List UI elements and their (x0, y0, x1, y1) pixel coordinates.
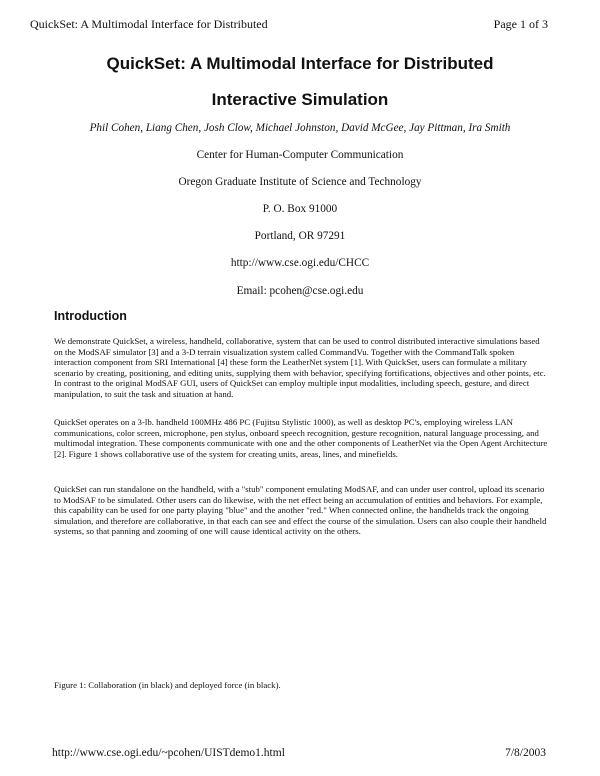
header-page-info: Page 1 of 3 (493, 17, 548, 31)
footer-date: 7/8/2003 (505, 747, 546, 759)
affiliation-url: http://www.cse.ogi.edu/CHCC (230, 257, 370, 269)
affiliation-email: Email: pcohen@cse.ogi.edu (236, 285, 364, 297)
affiliation-institute: Oregon Graduate Institute of Science and Technology (178, 176, 422, 188)
intro-paragraph: We demonstrate QuickSet, a wireless, handheld, collaborative, system that can be used to control distributed interactive simulations based on the ModSAF simulator [3] and a 3-D terrain visualization system called CommandVu. Together with the CommandTalk spoken interaction component from SRI International [4] these form the LeatherNet system [1]. With QuickSet, users can formulate a military scenario by creating, positioning, and editing units, supplying them with behavior, specifying fortifications, objectives and other points, etc. In contrast to the original ModSAF GUI, users of QuickSet can employ multiple input modalities, including speech, gesture, and direct manipulation, to suit the task and situation at hand. (54, 336, 546, 399)
paper-title-line-1: QuickSet: A Multimodal Interface for Distributed (106, 54, 494, 73)
author-list: Phil Cohen, Liang Chen, Josh Clow, Michael Johnston, David McGee, Jay Pittman, Ira Smith (89, 122, 511, 134)
intro-paragraph: QuickSet can run standalone on the handheld, with a "stub" component emulating ModSAF, and can under user control, upload its scenario to ModSAF to be simulated. Other users can do likewise, with the net effect being an accumulation of entities and behaviors. For example, this capability can be used for one party playing "blue" and the another "red." When connected online, the handhelds track the ongoing simulation, and therefore are collaborative, in that each can see and effect the course of the simulation. Users can also couple their handheld systems, so that panning and zooming of one will cause identical activity on the others. (54, 484, 547, 536)
header-doc-title: QuickSet: A Multimodal Interface for Distributed (30, 17, 268, 31)
footer-url: http://www.cse.ogi.edu/~pcohen/UISTdemo1.html (52, 747, 285, 759)
affiliation-po-box: P. O. Box 91000 (262, 203, 338, 215)
figure-caption: Figure 1: Collaboration (in black) and deployed force (in black). (54, 680, 281, 690)
section-heading-introduction: Introduction (54, 309, 127, 323)
affiliation-center: Center for Human-Computer Communication (196, 149, 404, 161)
print-footer (52, 746, 546, 760)
affiliation-city: Portland, OR 97291 (254, 230, 346, 242)
intro-paragraph: QuickSet operates on a 3-lb. handheld 100MHz 486 PC (Fujitsu Stylistic 1000), as well as desktop PC's, employing wireless LAN communications, color screen, microphone, pen stylus, onboard speech recognition, gesture recognition, natural language processing, and multimodal integration. These components communicate with one and the other components of LeatherNet via the Open Agent Architecture [2]. Figure 1 shows collaborative use of the system for creating units, areas, lines, and minefields. (54, 417, 548, 459)
print-header (30, 16, 548, 32)
paper-title-line-2: Interactive Simulation (211, 90, 389, 109)
